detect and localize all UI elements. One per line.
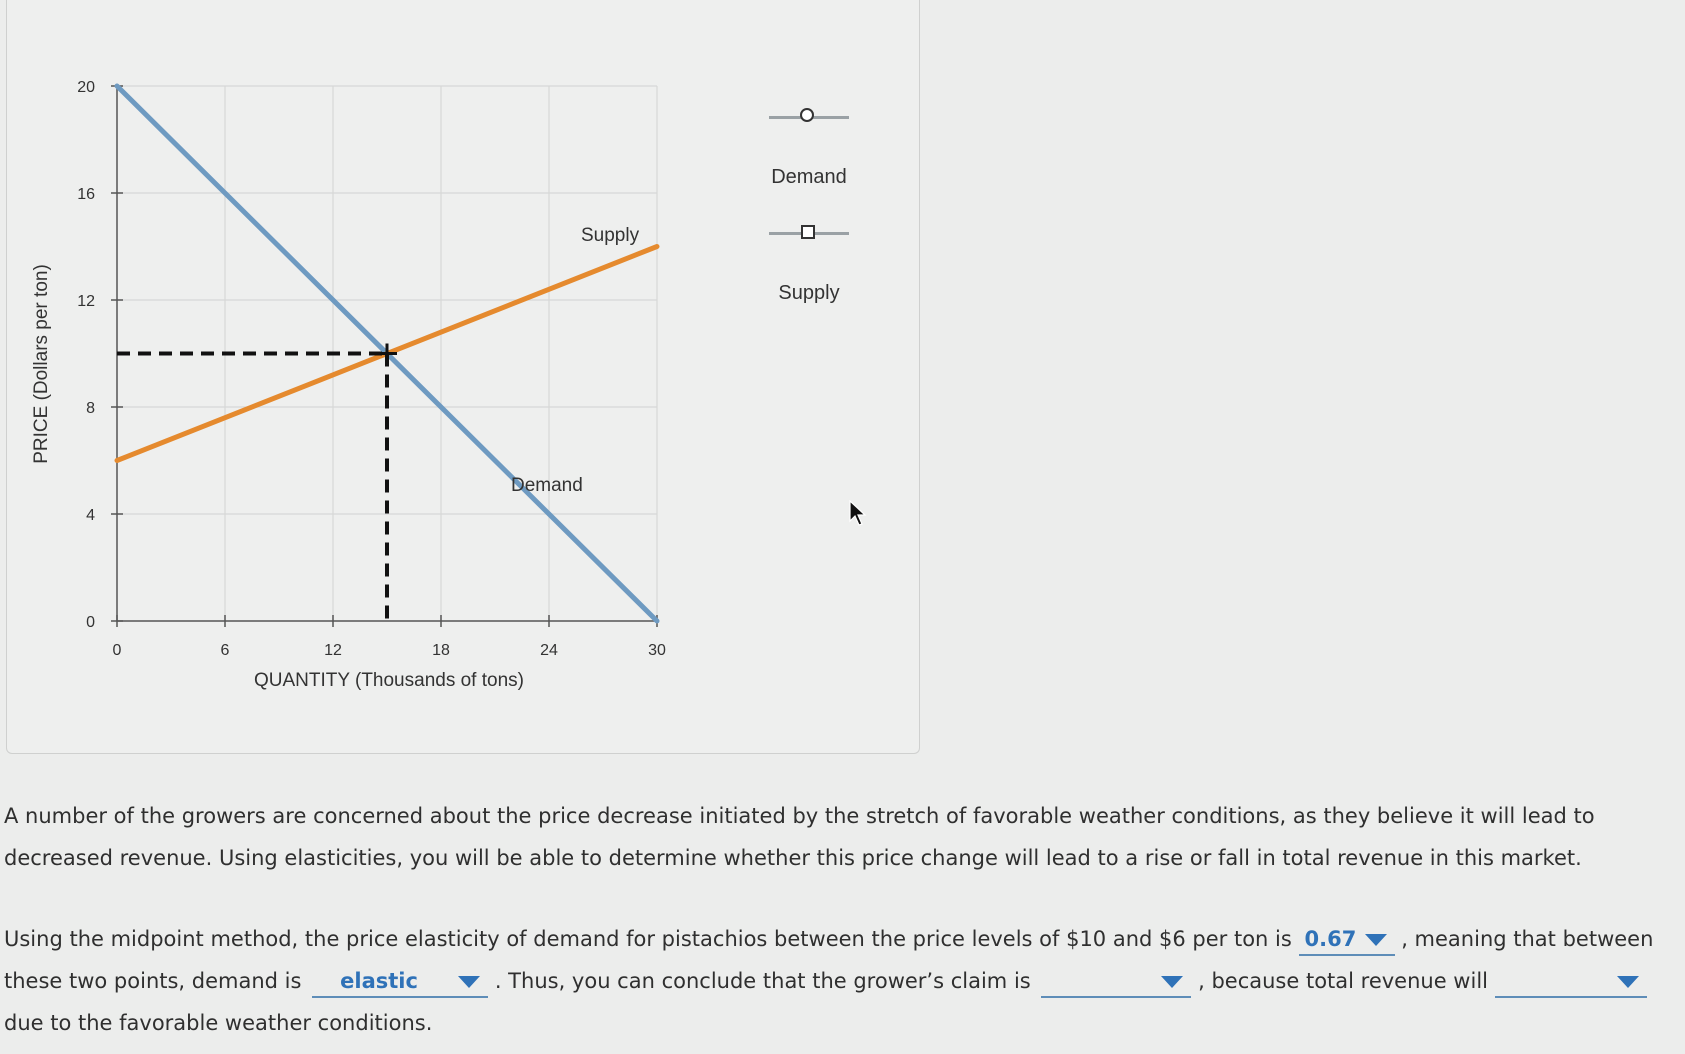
curve-label-demand: Demand — [511, 475, 583, 496]
x-tick-label: 24 — [540, 642, 558, 659]
legend-item-demand[interactable] — [759, 96, 859, 212]
y-tick-label: 12 — [77, 293, 95, 310]
legend-label-demand: Demand — [771, 166, 847, 188]
revenue-value — [1495, 969, 1501, 993]
y-tick-label: 4 — [86, 507, 95, 524]
curve-label-supply: Supply — [581, 225, 640, 246]
demand-type-value: elastic — [340, 969, 418, 993]
elasticity-dropdown[interactable] — [1299, 924, 1395, 956]
equilibrium-guides — [117, 344, 397, 622]
dropdown-arrow-icon — [1161, 976, 1183, 988]
x-tick-label: 18 — [432, 642, 450, 659]
question-text-part2: , meaning that between these two points, demand is — [4, 927, 1654, 993]
dropdown-arrow-icon — [458, 976, 480, 988]
square-marker-icon[interactable] — [801, 225, 815, 239]
y-tick-label: 8 — [86, 400, 95, 417]
mouse-cursor-icon — [848, 500, 868, 528]
legend-label-supply: Supply — [778, 282, 840, 304]
question-text-part5: due to the favorable weather conditions. — [4, 1011, 433, 1035]
y-tick-label: 16 — [77, 186, 95, 203]
elasticity-value: 0.67 — [1304, 927, 1357, 951]
dropdown-arrow-icon — [1365, 934, 1387, 946]
claim-dropdown[interactable] — [1041, 966, 1191, 998]
x-axis-label: QUANTITY (Thousands of tons) — [254, 670, 524, 691]
claim-value — [1041, 969, 1047, 993]
question-text-part4: , because total revenue will — [1198, 969, 1488, 993]
x-tick-label: 0 — [112, 642, 122, 659]
demand-type-dropdown[interactable] — [312, 966, 488, 998]
legend — [759, 96, 859, 328]
question-text-part3: . Thus, you can conclude that the grower’s claim is — [494, 969, 1031, 993]
y-tick-label: 20 — [77, 79, 95, 96]
y-tick-label: 0 — [86, 614, 95, 631]
x-tick-label: 12 — [324, 642, 342, 659]
question-main — [4, 918, 1674, 1044]
dropdown-arrow-icon — [1617, 976, 1639, 988]
x-tick-label: 6 — [220, 642, 230, 659]
ticks — [77, 79, 666, 659]
question-text-part1: Using the midpoint method, the price elasticity of demand for pistachios between the price levels of $10 and $6 per ton is — [4, 927, 1292, 951]
x-tick-label: 30 — [648, 642, 666, 659]
revenue-dropdown[interactable] — [1495, 966, 1647, 998]
y-axis-label: PRICE (Dollars per ton) — [31, 264, 52, 464]
graph-panel — [6, 0, 920, 754]
circle-marker-icon[interactable] — [800, 108, 814, 122]
question-intro: A number of the growers are concerned about the price decrease initiated by the stretch of favorable weather conditions, as they believe it will lead to decreased revenue. Using elasticities, you will be able to determine whether this price change will lead to a rise or fall in total revenue in this market. — [4, 804, 1595, 870]
legend-item-supply[interactable] — [759, 212, 859, 328]
